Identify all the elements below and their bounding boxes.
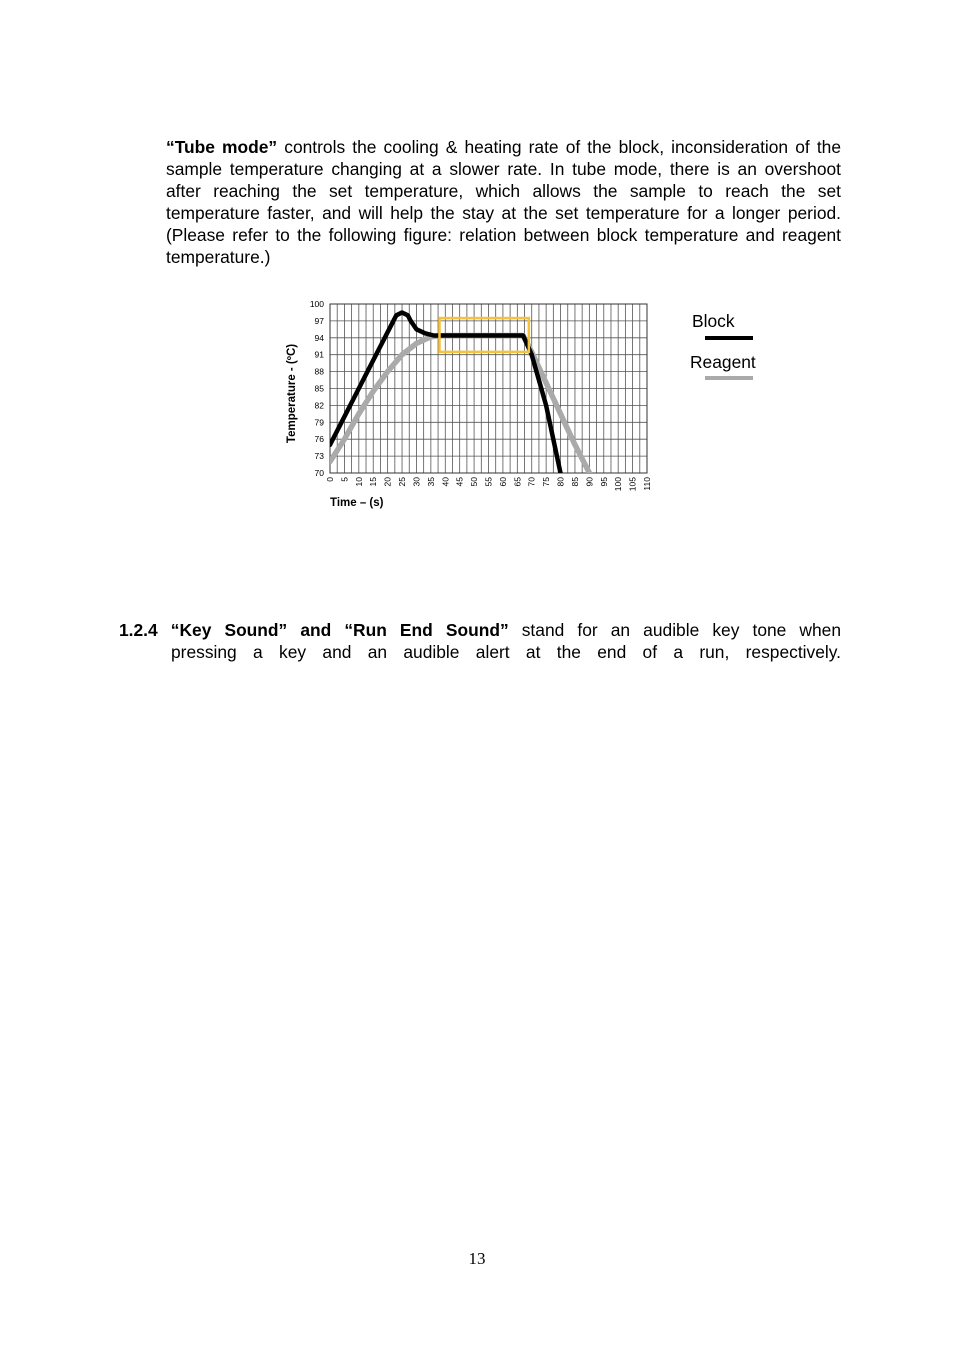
y-tick-label: 100	[309, 299, 324, 309]
x-tick-label: 100	[613, 477, 624, 492]
x-tick-label: 65	[512, 477, 523, 487]
legend-block-line	[705, 336, 753, 340]
x-tick-label: 60	[497, 477, 508, 487]
x-tick-label: 90	[584, 477, 595, 487]
tube-mode-description: controls the cooling & heating rate of the block, inconsideration of the sample temperature changing at a slower rate. In tube mode, there is an overshoot after reaching the set temperature, which allows the sample to reach the set temperature faster, and will help the stay at the set temperature for a longer period. (Please refer to the following figure: relation between block temperature and reagent temperature.)	[166, 137, 842, 267]
x-tick-label: 105	[627, 477, 638, 492]
x-tick-label: 35	[425, 477, 436, 487]
x-axis-label: Time – (s)	[330, 497, 384, 509]
section-text-line-1: stand for an audible key tone when	[508, 620, 842, 640]
y-tick-label: 79	[314, 417, 324, 428]
y-tick-label: 82	[314, 400, 324, 411]
y-tick-label: 88	[314, 366, 324, 377]
chart-svg	[280, 292, 660, 517]
x-tick-label: 10	[353, 477, 364, 487]
section-1-2-4	[119, 619, 841, 663]
x-tick-label: 110	[642, 477, 652, 491]
x-tick-label: 85	[569, 477, 580, 487]
x-tick-label: 20	[382, 477, 393, 487]
x-tick-label: 75	[541, 477, 552, 487]
y-tick-label: 91	[314, 349, 324, 360]
section-line-1	[119, 619, 841, 641]
section-text-line-2: pressing a key and an audible alert at the end of a run, respectively.	[171, 642, 841, 662]
y-tick-label: 73	[314, 451, 324, 462]
y-tick-label: 97	[314, 315, 324, 326]
x-tick-label: 5	[339, 477, 350, 482]
x-tick-label: 55	[483, 477, 494, 487]
y-tick-label: 85	[314, 383, 324, 394]
x-tick-label: 50	[469, 477, 480, 487]
tube-mode-paragraph	[166, 136, 841, 268]
x-tick-label: 25	[397, 477, 408, 487]
y-tick-label: 94	[314, 332, 324, 343]
x-tick-label: 45	[454, 477, 465, 487]
section-title: “Key Sound” and “Run End Sound”	[170, 620, 509, 640]
y-tick-label: 76	[314, 434, 324, 445]
x-tick-label: 0	[325, 477, 335, 482]
x-tick-label: 30	[411, 477, 422, 487]
x-tick-label: 70	[526, 477, 537, 487]
y-tick-label: 70	[314, 468, 324, 478]
temperature-chart	[280, 292, 660, 517]
page-number: 13	[468, 1249, 486, 1268]
legend-reagent-line	[705, 376, 753, 380]
tube-mode-term: “Tube mode”	[166, 137, 278, 157]
x-tick-label: 95	[598, 477, 609, 487]
legend-block-label: Block	[692, 311, 735, 331]
x-tick-label: 80	[555, 477, 566, 487]
section-number: 1.2.4	[119, 620, 158, 640]
y-axis-label: Temperature - (ºC)	[286, 343, 298, 444]
x-tick-label: 15	[368, 477, 379, 487]
legend-reagent-label: Reagent	[690, 352, 756, 372]
x-tick-label: 40	[440, 477, 451, 487]
